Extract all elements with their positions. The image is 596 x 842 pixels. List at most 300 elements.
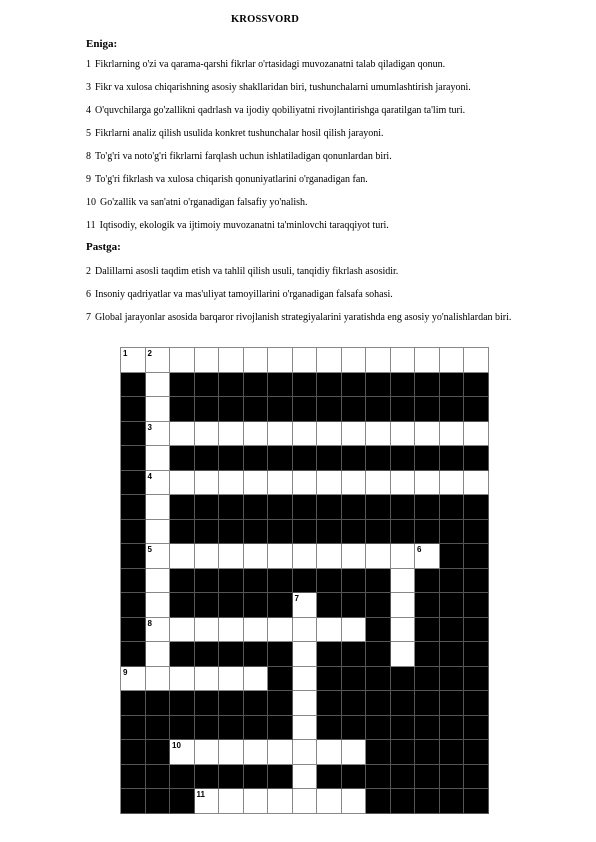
grid-block bbox=[170, 446, 195, 471]
grid-cell[interactable] bbox=[219, 471, 244, 496]
grid-block bbox=[317, 397, 342, 422]
grid-block bbox=[219, 495, 244, 520]
down-heading: Pastga: bbox=[86, 241, 121, 253]
grid-block bbox=[146, 765, 171, 790]
across-heading: Eniga: bbox=[86, 38, 118, 50]
grid-block bbox=[121, 397, 146, 422]
grid-block bbox=[146, 716, 171, 741]
clue-number: 9 bbox=[86, 174, 91, 185]
grid-cell[interactable] bbox=[268, 471, 293, 496]
grid-block bbox=[415, 716, 440, 741]
clue-number: 4 bbox=[86, 105, 91, 116]
grid-cell[interactable] bbox=[146, 446, 171, 471]
grid-block bbox=[121, 691, 146, 716]
grid-block bbox=[391, 495, 416, 520]
across-clue-1 bbox=[86, 58, 556, 72]
grid-block bbox=[268, 593, 293, 618]
grid-cell[interactable] bbox=[219, 544, 244, 569]
grid-block bbox=[121, 789, 146, 814]
grid-cell[interactable] bbox=[146, 422, 171, 447]
grid-block bbox=[219, 691, 244, 716]
grid-cell[interactable] bbox=[391, 348, 416, 373]
grid-cell[interactable] bbox=[146, 618, 171, 643]
grid-cell[interactable] bbox=[366, 471, 391, 496]
grid-cell[interactable] bbox=[342, 618, 367, 643]
grid-block bbox=[146, 691, 171, 716]
grid-block bbox=[464, 569, 489, 594]
grid-block bbox=[366, 642, 391, 667]
grid-block bbox=[415, 569, 440, 594]
grid-cell[interactable] bbox=[195, 348, 220, 373]
grid-block bbox=[170, 495, 195, 520]
grid-block bbox=[464, 495, 489, 520]
grid-block bbox=[342, 373, 367, 398]
grid-cell[interactable] bbox=[244, 422, 269, 447]
grid-block bbox=[268, 373, 293, 398]
cell-number: 6 bbox=[417, 545, 422, 554]
grid-cell[interactable] bbox=[342, 471, 367, 496]
grid-cell[interactable] bbox=[219, 618, 244, 643]
grid-block bbox=[244, 569, 269, 594]
grid-block bbox=[317, 495, 342, 520]
across-clue-5 bbox=[86, 127, 556, 141]
grid-block bbox=[415, 691, 440, 716]
grid-block bbox=[244, 520, 269, 545]
grid-cell[interactable] bbox=[195, 544, 220, 569]
grid-cell[interactable] bbox=[244, 471, 269, 496]
grid-block bbox=[464, 642, 489, 667]
grid-cell[interactable] bbox=[219, 789, 244, 814]
grid-block bbox=[244, 373, 269, 398]
grid-block bbox=[121, 642, 146, 667]
grid-cell[interactable] bbox=[391, 471, 416, 496]
grid-cell[interactable] bbox=[293, 740, 318, 765]
clue-text: Global jarayonlar asosida barqaror rivojlanish strategiyalarini yaratishda eng asosiy yo'nalishlardan biri. bbox=[95, 312, 512, 323]
grid-block bbox=[293, 446, 318, 471]
grid-block bbox=[366, 569, 391, 594]
grid-block bbox=[244, 593, 269, 618]
grid-block bbox=[219, 397, 244, 422]
grid-cell[interactable] bbox=[293, 422, 318, 447]
grid-cell[interactable] bbox=[195, 422, 220, 447]
grid-block bbox=[464, 397, 489, 422]
grid-block bbox=[195, 520, 220, 545]
grid-cell[interactable] bbox=[293, 618, 318, 643]
grid-block bbox=[268, 397, 293, 422]
grid-cell[interactable] bbox=[391, 422, 416, 447]
grid-cell[interactable] bbox=[342, 422, 367, 447]
grid-block bbox=[121, 740, 146, 765]
grid-block bbox=[440, 740, 465, 765]
grid-cell[interactable] bbox=[146, 397, 171, 422]
grid-block bbox=[219, 765, 244, 790]
grid-cell[interactable] bbox=[170, 618, 195, 643]
grid-block bbox=[440, 397, 465, 422]
grid-cell[interactable] bbox=[342, 544, 367, 569]
grid-cell[interactable] bbox=[293, 471, 318, 496]
grid-block bbox=[317, 716, 342, 741]
grid-cell[interactable] bbox=[293, 348, 318, 373]
grid-block bbox=[391, 667, 416, 692]
grid-cell[interactable] bbox=[268, 348, 293, 373]
grid-cell[interactable] bbox=[219, 348, 244, 373]
grid-block bbox=[415, 593, 440, 618]
grid-block bbox=[219, 593, 244, 618]
grid-cell[interactable] bbox=[268, 789, 293, 814]
grid-cell[interactable] bbox=[293, 789, 318, 814]
grid-block bbox=[342, 520, 367, 545]
grid-block bbox=[244, 642, 269, 667]
grid-cell[interactable] bbox=[146, 373, 171, 398]
grid-block bbox=[342, 495, 367, 520]
grid-block bbox=[121, 495, 146, 520]
grid-cell[interactable] bbox=[440, 422, 465, 447]
cell-number: 10 bbox=[172, 741, 181, 750]
grid-cell[interactable] bbox=[170, 348, 195, 373]
grid-cell[interactable] bbox=[146, 642, 171, 667]
page-title: KROSSVORD bbox=[230, 14, 300, 25]
grid-block bbox=[121, 373, 146, 398]
clue-text: Dalillarni asosli taqdim etish va tahlil qilish usuli, tanqidiy fikrlash asosidir. bbox=[95, 266, 399, 277]
grid-block bbox=[195, 716, 220, 741]
clue-text: To'g'ri fikrlash va xulosa chiqarish qonuniyatlarini o'rganadigan fan. bbox=[95, 174, 368, 185]
grid-cell[interactable] bbox=[146, 471, 171, 496]
grid-block bbox=[366, 373, 391, 398]
clue-text: Insoniy qadriyatlar va mas'uliyat tamoyillarini o'rganadigan falsafa sohasi. bbox=[95, 289, 393, 300]
grid-cell[interactable] bbox=[219, 422, 244, 447]
grid-block bbox=[391, 716, 416, 741]
clue-number: 3 bbox=[86, 82, 91, 93]
grid-cell[interactable] bbox=[121, 348, 146, 373]
grid-cell[interactable] bbox=[415, 471, 440, 496]
grid-cell[interactable] bbox=[146, 667, 171, 692]
grid-block bbox=[342, 397, 367, 422]
grid-block bbox=[342, 691, 367, 716]
clue-number: 10 bbox=[86, 197, 96, 208]
grid-block bbox=[391, 373, 416, 398]
grid-block bbox=[244, 765, 269, 790]
grid-block bbox=[170, 373, 195, 398]
grid-cell[interactable] bbox=[317, 348, 342, 373]
grid-cell[interactable] bbox=[391, 642, 416, 667]
grid-block bbox=[342, 593, 367, 618]
grid-block bbox=[440, 569, 465, 594]
grid-block bbox=[195, 593, 220, 618]
grid-block bbox=[317, 446, 342, 471]
grid-cell[interactable] bbox=[268, 740, 293, 765]
grid-cell[interactable] bbox=[244, 740, 269, 765]
clue-number: 7 bbox=[86, 312, 91, 323]
grid-cell[interactable] bbox=[195, 789, 220, 814]
grid-block bbox=[170, 593, 195, 618]
grid-block bbox=[268, 765, 293, 790]
down-clue-2 bbox=[86, 265, 556, 279]
grid-cell[interactable] bbox=[464, 422, 489, 447]
grid-cell[interactable] bbox=[195, 740, 220, 765]
grid-block bbox=[415, 642, 440, 667]
grid-block bbox=[268, 691, 293, 716]
cell-number: 1 bbox=[123, 349, 128, 358]
grid-block bbox=[146, 789, 171, 814]
grid-cell[interactable] bbox=[146, 520, 171, 545]
grid-block bbox=[268, 520, 293, 545]
across-clue-11 bbox=[86, 219, 556, 233]
grid-block bbox=[366, 593, 391, 618]
grid-block bbox=[464, 691, 489, 716]
grid-block bbox=[415, 373, 440, 398]
grid-cell[interactable] bbox=[244, 667, 269, 692]
across-clue-8 bbox=[86, 150, 556, 164]
grid-cell[interactable] bbox=[415, 544, 440, 569]
grid-block bbox=[268, 446, 293, 471]
clue-number: 2 bbox=[86, 266, 91, 277]
grid-cell[interactable] bbox=[391, 544, 416, 569]
grid-block bbox=[440, 618, 465, 643]
clue-text: Fikr va xulosa chiqarishning asosiy shakllaridan biri, tushunchalarni umumlashtirish jarayoni. bbox=[95, 82, 471, 93]
grid-block bbox=[293, 520, 318, 545]
grid-block bbox=[170, 520, 195, 545]
grid-block bbox=[170, 691, 195, 716]
grid-block bbox=[342, 716, 367, 741]
clue-text: O'quvchilarga go'zallikni qadrlash va ijodiy qobiliyatni rivojlantirishga qaratilgan ta'lim turi. bbox=[95, 105, 466, 116]
grid-block bbox=[440, 544, 465, 569]
grid-block bbox=[391, 765, 416, 790]
grid-cell[interactable] bbox=[391, 593, 416, 618]
grid-cell[interactable] bbox=[415, 422, 440, 447]
grid-cell[interactable] bbox=[268, 422, 293, 447]
grid-block bbox=[195, 373, 220, 398]
grid-cell[interactable] bbox=[391, 618, 416, 643]
grid-cell[interactable] bbox=[317, 740, 342, 765]
grid-block bbox=[440, 446, 465, 471]
grid-block bbox=[268, 716, 293, 741]
grid-block bbox=[464, 520, 489, 545]
grid-cell[interactable] bbox=[317, 544, 342, 569]
grid-cell[interactable] bbox=[268, 544, 293, 569]
grid-block bbox=[195, 765, 220, 790]
grid-cell[interactable] bbox=[244, 348, 269, 373]
grid-cell[interactable] bbox=[317, 789, 342, 814]
grid-block bbox=[464, 740, 489, 765]
grid-block bbox=[415, 740, 440, 765]
grid-block bbox=[317, 569, 342, 594]
grid-block bbox=[170, 716, 195, 741]
grid-cell[interactable] bbox=[293, 544, 318, 569]
grid-block bbox=[415, 495, 440, 520]
grid-cell[interactable] bbox=[464, 471, 489, 496]
grid-block bbox=[244, 716, 269, 741]
grid-block bbox=[293, 569, 318, 594]
grid-cell[interactable] bbox=[146, 495, 171, 520]
clue-number: 8 bbox=[86, 151, 91, 162]
grid-block bbox=[366, 495, 391, 520]
grid-cell[interactable] bbox=[342, 789, 367, 814]
grid-cell[interactable] bbox=[342, 740, 367, 765]
grid-cell[interactable] bbox=[342, 348, 367, 373]
grid-block bbox=[317, 642, 342, 667]
grid-cell[interactable] bbox=[293, 716, 318, 741]
grid-block bbox=[464, 667, 489, 692]
grid-block bbox=[219, 373, 244, 398]
grid-block bbox=[342, 569, 367, 594]
grid-cell[interactable] bbox=[146, 544, 171, 569]
grid-block bbox=[268, 642, 293, 667]
grid-block bbox=[415, 520, 440, 545]
clue-number: 1 bbox=[86, 59, 91, 70]
grid-block bbox=[268, 569, 293, 594]
grid-block bbox=[464, 544, 489, 569]
grid-block bbox=[464, 373, 489, 398]
grid-cell[interactable] bbox=[366, 544, 391, 569]
grid-cell[interactable] bbox=[293, 765, 318, 790]
grid-block bbox=[366, 740, 391, 765]
grid-cell[interactable] bbox=[121, 667, 146, 692]
grid-cell[interactable] bbox=[317, 422, 342, 447]
grid-block bbox=[268, 495, 293, 520]
grid-block bbox=[195, 642, 220, 667]
grid-block bbox=[121, 569, 146, 594]
across-clue-3 bbox=[86, 81, 556, 95]
grid-cell[interactable] bbox=[464, 348, 489, 373]
grid-cell[interactable] bbox=[219, 667, 244, 692]
clue-number: 11 bbox=[86, 220, 96, 231]
grid-block bbox=[121, 618, 146, 643]
grid-block bbox=[195, 691, 220, 716]
across-clue-10 bbox=[86, 196, 556, 210]
across-clue-4 bbox=[86, 104, 556, 118]
grid-cell[interactable] bbox=[170, 422, 195, 447]
grid-block bbox=[366, 446, 391, 471]
grid-block bbox=[415, 618, 440, 643]
grid-block bbox=[366, 691, 391, 716]
grid-cell[interactable] bbox=[244, 789, 269, 814]
grid-block bbox=[293, 397, 318, 422]
grid-block bbox=[440, 789, 465, 814]
grid-block bbox=[391, 740, 416, 765]
grid-block bbox=[317, 765, 342, 790]
crossword-grid bbox=[120, 347, 489, 814]
grid-block bbox=[366, 397, 391, 422]
grid-cell[interactable] bbox=[391, 569, 416, 594]
grid-block bbox=[342, 446, 367, 471]
grid-block bbox=[195, 446, 220, 471]
cell-number: 3 bbox=[147, 422, 152, 432]
grid-block bbox=[342, 667, 367, 692]
grid-block bbox=[219, 716, 244, 741]
grid-cell[interactable] bbox=[293, 691, 318, 716]
grid-cell[interactable] bbox=[146, 569, 171, 594]
grid-block bbox=[121, 520, 146, 545]
grid-cell[interactable] bbox=[170, 740, 195, 765]
grid-cell[interactable] bbox=[146, 593, 171, 618]
grid-block bbox=[317, 373, 342, 398]
grid-cell[interactable] bbox=[293, 593, 318, 618]
grid-block bbox=[415, 667, 440, 692]
grid-cell[interactable] bbox=[366, 348, 391, 373]
grid-block bbox=[415, 397, 440, 422]
grid-block bbox=[121, 716, 146, 741]
grid-block bbox=[195, 397, 220, 422]
clue-text: Fikrlarning o'zi va qarama-qarshi fikrlar o'rtasidagi muvozanatni talab qiladigan qonun. bbox=[95, 59, 446, 70]
grid-block bbox=[293, 373, 318, 398]
grid-block bbox=[391, 691, 416, 716]
grid-block bbox=[415, 446, 440, 471]
grid-block bbox=[121, 765, 146, 790]
grid-cell[interactable] bbox=[366, 422, 391, 447]
grid-block bbox=[391, 520, 416, 545]
grid-block bbox=[219, 520, 244, 545]
grid-cell[interactable] bbox=[440, 471, 465, 496]
grid-block bbox=[440, 373, 465, 398]
grid-block bbox=[440, 520, 465, 545]
clue-number: 6 bbox=[86, 289, 91, 300]
clue-text: Fikrlarni analiz qilish usulida konkret tushunchalar hosil qilish jarayoni. bbox=[95, 128, 384, 139]
grid-block bbox=[121, 593, 146, 618]
clue-text: To'g'ri va noto'g'ri fikrlarni farqlash uchun ishlatiladigan qonunlardan biri. bbox=[95, 151, 392, 162]
grid-cell[interactable] bbox=[170, 667, 195, 692]
grid-block bbox=[464, 789, 489, 814]
grid-block bbox=[464, 618, 489, 643]
cell-number: 2 bbox=[147, 349, 152, 358]
grid-block bbox=[244, 397, 269, 422]
grid-block bbox=[440, 642, 465, 667]
grid-cell[interactable] bbox=[317, 618, 342, 643]
grid-cell[interactable] bbox=[293, 667, 318, 692]
grid-cell[interactable] bbox=[146, 348, 171, 373]
clue-text: Iqtisodiy, ekologik va ijtimoiy muvozanatni ta'minlovchi taraqqiyot turi. bbox=[99, 220, 389, 231]
grid-block bbox=[170, 765, 195, 790]
grid-block bbox=[366, 618, 391, 643]
grid-block bbox=[366, 765, 391, 790]
grid-block bbox=[366, 789, 391, 814]
grid-block bbox=[244, 691, 269, 716]
grid-block bbox=[170, 397, 195, 422]
grid-cell[interactable] bbox=[293, 642, 318, 667]
grid-block bbox=[293, 495, 318, 520]
grid-cell[interactable] bbox=[244, 544, 269, 569]
grid-block bbox=[121, 544, 146, 569]
grid-cell[interactable] bbox=[268, 618, 293, 643]
grid-cell[interactable] bbox=[244, 618, 269, 643]
grid-cell[interactable] bbox=[195, 667, 220, 692]
grid-block bbox=[121, 446, 146, 471]
grid-cell[interactable] bbox=[415, 348, 440, 373]
grid-block bbox=[195, 495, 220, 520]
grid-cell[interactable] bbox=[170, 544, 195, 569]
across-clue-9 bbox=[86, 173, 556, 187]
grid-block bbox=[464, 765, 489, 790]
grid-cell[interactable] bbox=[170, 471, 195, 496]
grid-cell[interactable] bbox=[219, 740, 244, 765]
grid-cell[interactable] bbox=[317, 471, 342, 496]
grid-block bbox=[317, 593, 342, 618]
grid-block bbox=[244, 446, 269, 471]
grid-block bbox=[195, 569, 220, 594]
grid-block bbox=[415, 789, 440, 814]
grid-block bbox=[170, 642, 195, 667]
grid-cell[interactable] bbox=[195, 471, 220, 496]
down-clue-6 bbox=[86, 288, 556, 302]
grid-block bbox=[317, 691, 342, 716]
grid-cell[interactable] bbox=[440, 348, 465, 373]
grid-block bbox=[391, 446, 416, 471]
grid-block bbox=[464, 446, 489, 471]
grid-block bbox=[244, 495, 269, 520]
grid-block bbox=[317, 667, 342, 692]
grid-cell[interactable] bbox=[195, 618, 220, 643]
grid-block bbox=[121, 471, 146, 496]
grid-block bbox=[317, 520, 342, 545]
